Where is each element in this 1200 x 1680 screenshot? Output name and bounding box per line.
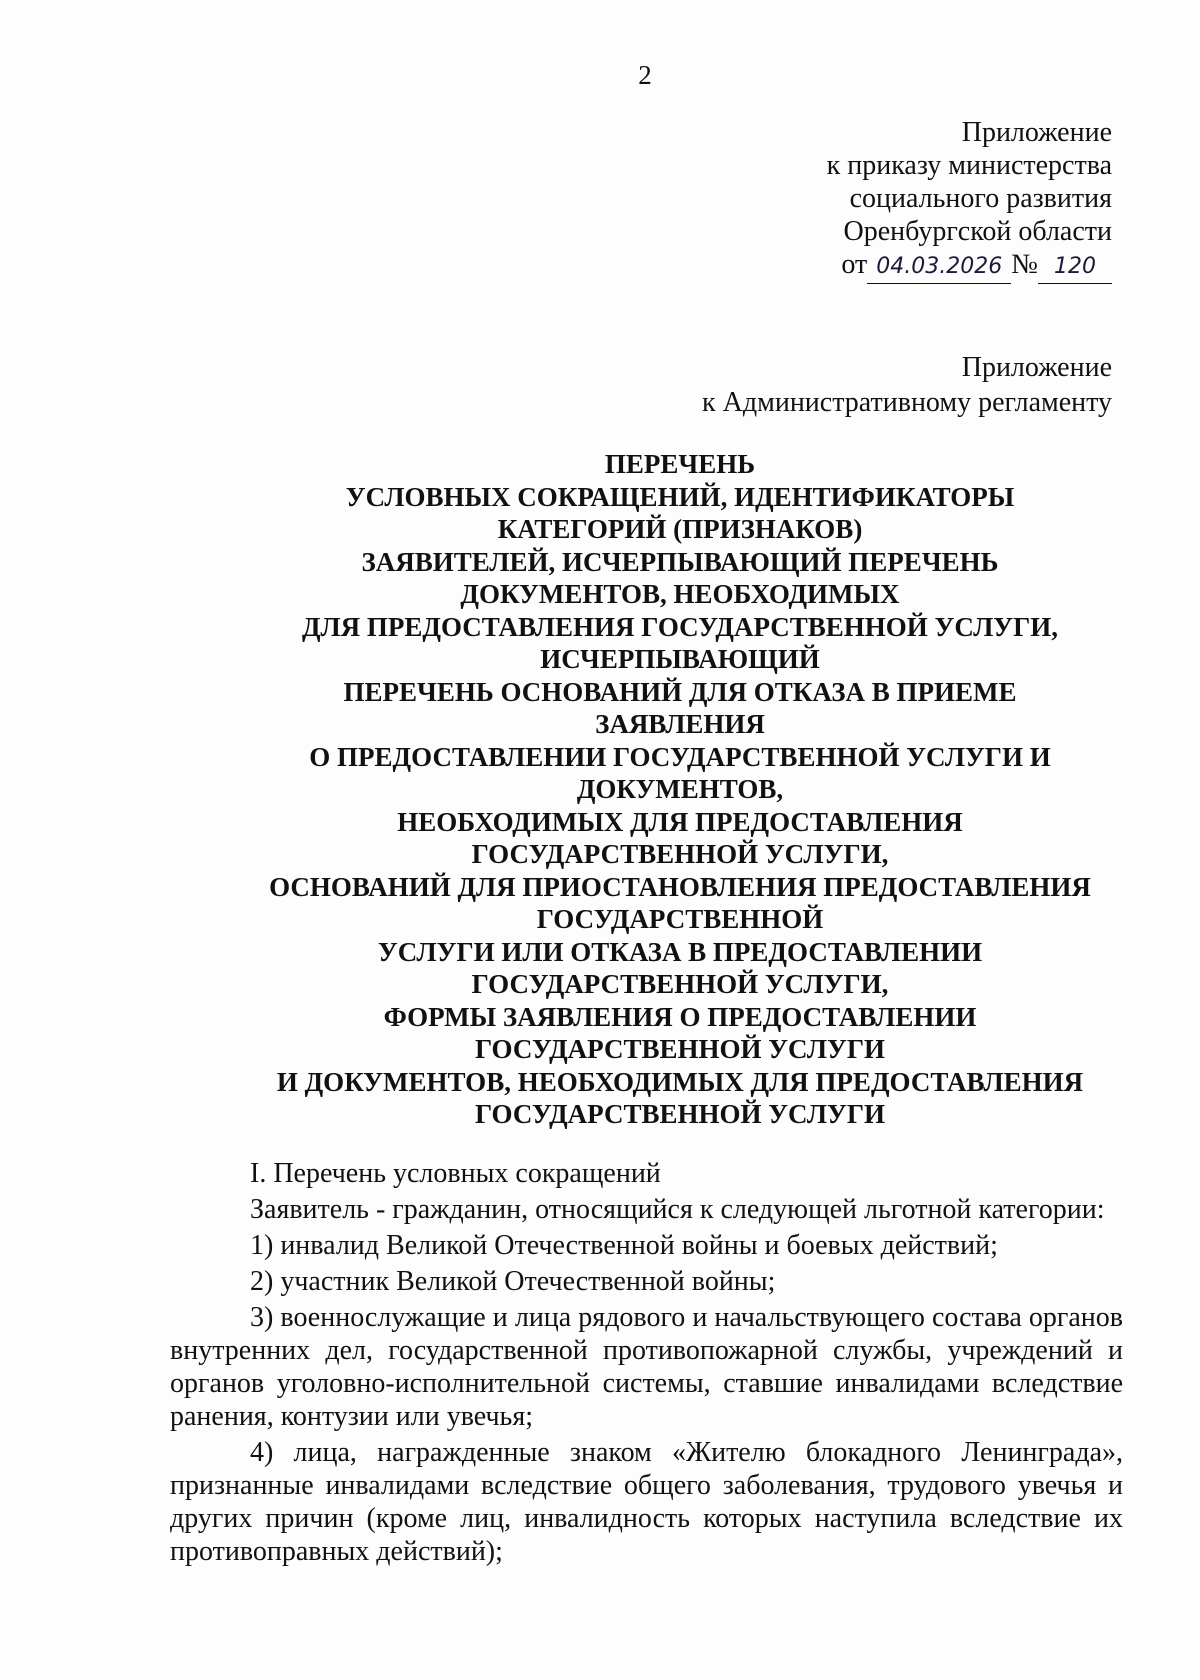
handwritten-date: 04.03.2026 — [867, 250, 1011, 284]
title-line: УСЛУГИ ИЛИ ОТКАЗА В ПРЕДОСТАВЛЕНИИ — [377, 936, 983, 967]
title-line: ГОСУДАРСТВЕННОЙ УСЛУГИ, — [471, 839, 889, 869]
body-paragraph: 3) военнослужащие и лица рядового и начальствующего состава органов внутренних дел, государственной противопожарной службы, учреждений и органов уголовно-исполнительной системы, ставшие инвалидами вследствие ранения, контузии или увечья; — [170, 1302, 1123, 1432]
title-line: ДЛЯ ПРЕДОСТАВЛЕНИЯ ГОСУДАРСТВЕННОЙ УСЛУГИ, — [301, 611, 1059, 642]
title-line: НЕОБХОДИМЫХ ДЛЯ ПРЕДОСТАВЛЕНИЯ — [397, 806, 963, 837]
title-line: КАТЕГОРИЙ (ПРИЗНАКОВ) — [497, 514, 863, 544]
title-line: ОСНОВАНИЙ ДЛЯ ПРИОСТАНОВЛЕНИЯ ПРЕДОСТАВЛЕНИЯ — [269, 871, 1091, 902]
title-line: ДОКУМЕНТОВ, НЕОБХОДИМЫХ — [460, 579, 900, 609]
document-title — [230, 448, 1130, 1131]
body-paragraph: 4) лица, награжденные знаком «Жителю блокадного Ленинграда», признанные инвалидами вследствие общего заболевания, трудового увечья и других причин (кроме лиц, инвалидность которых наступила вследствие их противоправных действий); — [170, 1437, 1123, 1567]
appendix-regulation-block — [702, 350, 1112, 420]
title-line: ПЕРЕЧЕНЬ ОСНОВАНИЙ ДЛЯ ОТКАЗА В ПРИЕМЕ — [343, 676, 1017, 707]
date-prefix: от — [841, 249, 868, 280]
section-heading: I. Перечень условных сокращений — [250, 1158, 661, 1189]
appendix-order-block — [827, 116, 1112, 284]
title-line: ГОСУДАРСТВЕННОЙ УСЛУГИ, — [471, 969, 889, 999]
title-line: УСЛОВНЫХ СОКРАЩЕНИЙ, ИДЕНТИФИКАТОРЫ — [345, 481, 1015, 512]
title-line: ИСЧЕРПЫВАЮЩИЙ — [540, 644, 820, 674]
title-line: О ПРЕДОСТАВЛЕНИИ ГОСУДАРСТВЕННОЙ УСЛУГИ И — [309, 741, 1051, 772]
title-line: ЗАЯВЛЕНИЯ — [595, 709, 765, 739]
title-line: ПЕРЕЧЕНЬ — [604, 449, 756, 479]
appendix-order-line: Приложение — [961, 117, 1112, 148]
appendix-regulation-line: Приложение — [961, 352, 1112, 383]
title-line: ДОКУМЕНТОВ, — [576, 774, 784, 804]
title-line: ФОРМЫ ЗАЯВЛЕНИЯ О ПРЕДОСТАВЛЕНИИ — [383, 1001, 977, 1032]
body-paragraph: 2) участник Великой Отечественной войны; — [250, 1266, 776, 1297]
number-sign: № — [1011, 249, 1038, 280]
title-line: ГОСУДАРСТВЕННОЙ УСЛУГИ — [475, 1099, 885, 1129]
body-paragraph: Заявитель - гражданин, относящийся к следующей льготной категории: — [250, 1194, 1105, 1225]
body-paragraph: 1) инвалид Великой Отечественной войны и боевых действий; — [250, 1230, 998, 1261]
title-line: ЗАЯВИТЕЛЕЙ, ИСЧЕРПЫВАЮЩИЙ ПЕРЕЧЕНЬ — [361, 546, 999, 577]
title-line: ГОСУДАРСТВЕННОЙ УСЛУГИ — [475, 1034, 885, 1064]
title-line: И ДОКУМЕНТОВ, НЕОБХОДИМЫХ ДЛЯ ПРЕДОСТАВЛЕНИЯ — [276, 1066, 1084, 1097]
appendix-order-line: Оренбургской области — [843, 216, 1112, 247]
appendix-order-line: социального развития — [849, 183, 1112, 214]
page-number: 2 — [638, 60, 652, 90]
appendix-regulation-line: к Административному регламенту — [702, 387, 1112, 418]
title-line: ГОСУДАРСТВЕННОЙ — [536, 904, 824, 934]
document-body — [170, 1157, 1123, 1571]
order-date-number-line — [827, 248, 1112, 284]
appendix-order-line: к приказу министерства — [826, 150, 1112, 181]
handwritten-number: 120 — [1038, 250, 1112, 284]
